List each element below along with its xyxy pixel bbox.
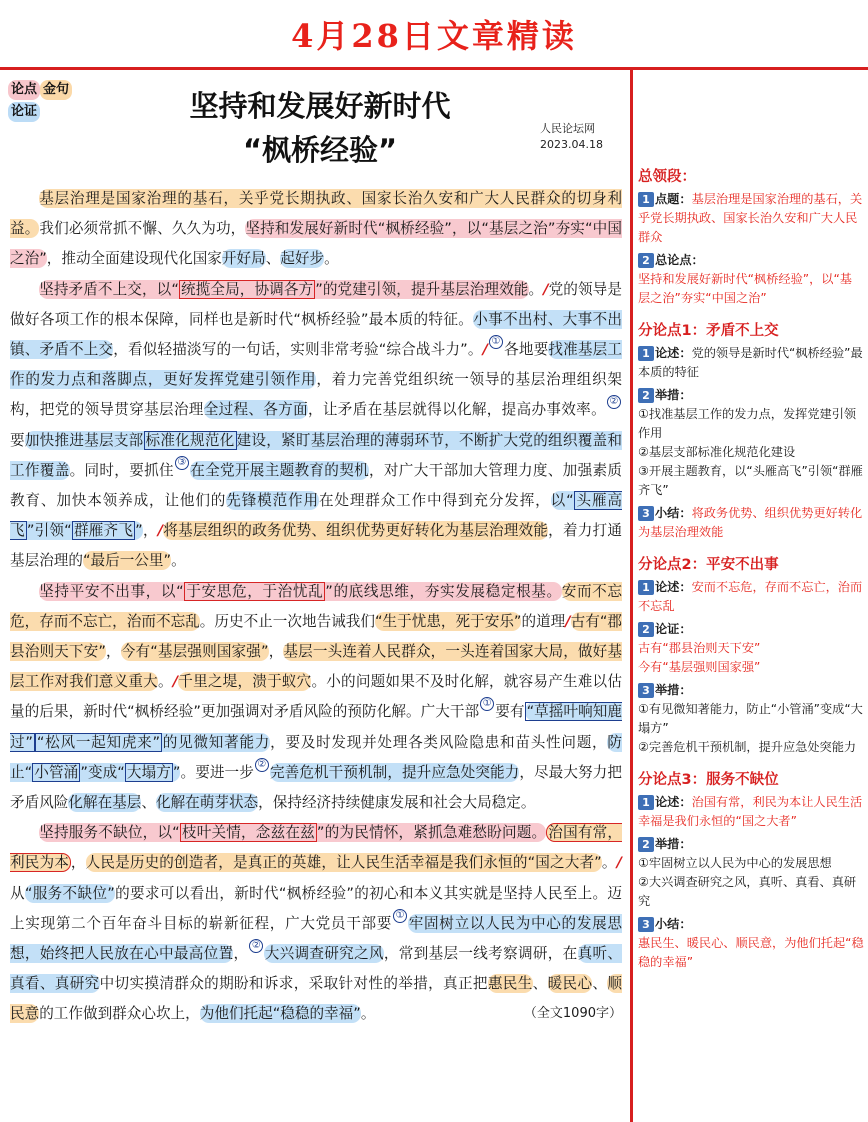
golden-sentence: 人民是历史的创造者，是真正的英雄，让人民生活幸福是我们永恒的“国之大者” [85,854,602,872]
argument-highlight: “服务不缺位” [24,884,115,902]
note-label: 论述： [655,580,692,594]
text: ，保持经济持续健康发展和社会大局稳定。 [258,794,536,812]
note-quote: 今有“基层强则国家强” [638,660,761,674]
golden-sentence: “最后一公里” [82,552,172,570]
golden-sentence: 古有“郡县治则天下安” [10,612,622,661]
golden-sentence: 惠民生 [487,975,533,993]
source-date: 2023.04.18 [540,138,603,151]
slash-mark: / [157,522,164,540]
note-item [638,344,864,382]
note-item [638,251,864,308]
argument-highlight: 完善危机干预机制，提升应急处突能力 [269,763,520,781]
text: ” [135,522,143,540]
text: 加快推进基层支部 [24,431,144,449]
golden-sentence: 暖民心 [547,975,593,993]
number-badge: 1 [638,346,654,361]
note-measure: ①有见微知著能力，防止“小管涌”变成“大塌方” [638,702,863,735]
text: 坚持服务不缺位，以“ [39,824,180,842]
text: 各地要 [503,341,549,359]
text: 、 [592,975,608,993]
argument-highlight: 化解在基层 [68,794,142,812]
text: ”引领“ [26,522,72,540]
text: 要 [10,431,25,449]
notes-sub2-heading: 分论点2：平安不出事 [638,557,779,573]
text: ，推动全面建设现代化国家 [46,250,222,268]
number-badge: 3 [638,506,654,521]
number-badge: 1 [638,580,654,595]
note-label: 论述： [655,795,692,809]
number-badge: 3 [638,917,654,932]
note-label: 论述： [655,346,692,360]
thesis-highlight [39,582,562,601]
text: ，着力打通基层治理的 [10,522,622,570]
keyword-box: 枝叶关情，念兹在兹 [181,824,315,842]
notes-sub1-heading: 分论点1：矛盾不上交 [638,323,779,339]
argument-highlight: 在全党开展主题教育的契机 [189,461,369,479]
legend-lundian: 论点 [8,80,40,100]
argument-highlight: 为他们托起“稳稳的幸福” [199,1005,361,1023]
argument-highlight: 牢固树立以人民为中心的发展思想，始终把人民放在心中最高位置 [10,914,622,963]
article-source [540,121,603,153]
note-item [638,681,864,757]
text: 。 [157,673,173,691]
argument-highlight: 小事不出村、大事不出镇、矛盾不上交 [10,310,622,359]
thesis-highlight [39,280,528,299]
word-count: （全文1090字） [523,1006,622,1022]
note-item [638,504,864,542]
text: ， [233,945,249,963]
text: ”的底线思维，夯实发展稳定根基。 [325,582,562,600]
note-measure: ②基层支部标准化规范化建设 [638,445,796,459]
text: 从 [10,884,25,902]
note-label: 小结： [655,506,692,520]
keyword-box: “草摇叶响知鹿过” [10,703,622,751]
golden-sentence: 基层一头连着人民群众，一头连着国家大局，做好基层工作对我们意义重大 [10,643,622,691]
note-measure: ②大兴调查研究之风，真听、真看、真研究 [638,875,857,908]
circle-number: ① [489,335,503,349]
text: ，着力完善党组织统一领导的基层治理组织架构，把党的领导贯穿基层治理 [10,371,622,419]
text: 。 [601,854,617,872]
circle-number: ① [393,909,407,923]
text: ” [172,763,181,781]
text: ，对广大干部加大管理力度、加强素质教育、加快本领养成，让他们的 [10,461,622,510]
paragraph-3 [10,577,622,819]
argument-highlight: 化解在萌芽状态 [155,794,259,812]
text: ，让矛盾在基层就得以化解，提高办事效率。 [307,401,606,419]
text: ”变成“ [80,763,125,781]
text: 我们必须常抓不懈、久久为功， [39,220,246,238]
number-badge: 2 [638,388,654,403]
text: ，要及时发现并处理各类风险隐患和苗头性问题， [270,733,608,751]
text: 、 [265,250,281,268]
note-label: 点题： [655,192,692,206]
note-measure: ③开展主题教育，以“头雁高飞”引领“群雁齐飞” [638,464,863,497]
argument-highlight: 全过程、各方面 [203,401,308,419]
note-item [638,386,864,500]
text: 。同时，要抓住 [69,461,174,479]
header-divider [0,67,868,70]
note-item [638,620,864,677]
text: 、 [141,794,156,812]
text: ， [70,854,86,872]
text: ， [142,522,158,540]
text: ， [105,643,121,661]
note-item [638,190,864,247]
legend-jinju: 金句 [40,80,72,100]
note-label: 总论点： [655,253,704,267]
circle-number: ③ [175,456,189,470]
text: ，尽最大努力把矛盾风险 [10,763,622,812]
note-item [638,793,864,831]
note-text: 将政务优势、组织优势更好转化为基层治理效能 [638,506,863,539]
text: 。 [528,280,544,298]
note-text: 安而不忘危，存而不忘亡，治而不忘乱 [638,580,863,613]
text: 的见微知著能力 [162,733,271,751]
text: 。要进一步 [180,763,254,781]
text: ”的党建引领，提升基层治理效能 [315,280,529,298]
notes-sub3-heading: 分论点3：服务不缺位 [638,772,779,788]
text: ，常到基层一线考察调研，在 [383,945,578,963]
notes-panel [638,168,864,976]
text: ， [268,643,284,661]
thesis-highlight: 坚持和发展好新时代“枫桥经验”，以“基层之治”夯实“中国之治” [10,220,622,268]
keyword-box: “松风一起知虎来” [36,733,161,751]
column-divider [630,70,633,1122]
paragraph-2 [10,275,622,577]
note-item [638,578,864,616]
golden-sentence: 今有“基层强则国家强” [120,643,269,661]
text: 中切实摸清群众的期盼和诉求，采取针对性的举措，真正把 [99,975,488,993]
note-text: 治国有常，利民为本让人民生活幸福是我们永恒的“国之大者” [638,795,863,828]
keyword-box: 统揽全局，协调各方 [180,280,314,298]
keyword-box: 标准化规范化 [145,431,235,449]
number-badge: 1 [638,795,654,810]
text: 的要求可以看出，新时代“枫桥经验”的初心和本义其实就是坚持人民至上。迈上实现第二个百年奋斗目标的崭新征程，广大党员干部要 [10,884,622,932]
number-badge: 1 [638,192,654,207]
thesis-highlight [39,823,546,842]
circle-number: ② [249,939,263,953]
note-label: 小结： [655,917,692,931]
text: 的工作做到群众心坎上， [39,1005,200,1023]
golden-sentence: 千里之堤，溃于蚁穴 [178,673,312,691]
text: 的道理 [521,612,566,630]
article-body [10,184,622,1030]
argument-highlight: 真听、真看、真研究 [10,945,622,993]
text: 。 [171,552,186,570]
argument-highlight: 找准基层工作的发力点和落脚点，更好发挥党建引领作用 [10,341,622,389]
circle-number: ② [607,395,621,409]
text: 建设，紧盯基层治理的薄弱环节，不断扩大党的组织覆盖和工作覆盖 [10,431,622,479]
note-text: 惠民生、暖民心、顺民意，为他们托起“稳稳的幸福” [638,936,864,969]
text: 坚持矛盾不上交，以“ [39,280,179,298]
paragraph-1 [10,184,622,275]
article-title [150,84,490,172]
number-badge: 2 [638,622,654,637]
page-header-title: 4月28日文章精读 [291,17,577,55]
text: 在处理群众工作中得到充分发挥， [318,492,551,510]
argument-highlight: 起好步 [280,250,325,268]
article-title-line2: “枫桥经验” [242,133,398,167]
golden-sentence: 基层治理是国家治理的基石，关乎党长期执政、国家长治久安和广大人民群众的切身利益。 [10,190,622,238]
note-text: 基层治理是国家治理的基石，关乎党长期执政、国家长治久安和广大人民群众 [638,192,863,244]
golden-sentence: 顺民意 [10,975,622,1023]
note-label: 举措： [655,388,692,402]
paragraph-4 [10,818,622,1029]
slash-mark: / [565,612,571,630]
text: 、 [532,975,548,993]
note-text: 党的领导是新时代“枫桥经验”最本质的特征 [638,346,863,379]
note-item [638,835,864,911]
argument-highlight: 开好局 [221,250,266,268]
keyword-box: 大塌方 [126,763,171,781]
argument-highlight: 大兴调查研究之风 [264,945,384,963]
text: 党的领导是做好各项工作的根本保障，同样也是新时代“枫桥经验”最本质的特征。 [10,280,622,328]
source-name: 人民论坛网 [540,122,595,135]
number-badge: 2 [638,837,654,852]
golden-sentence: 治国有常，利民为本 [10,824,622,872]
note-measure: ①找准基层工作的发力点，发挥党建引领作用 [638,407,857,440]
note-label: 论证： [655,622,692,636]
circle-number: ② [255,758,269,772]
text: 。 [360,1005,376,1023]
highlight-legend [8,80,72,122]
note-item [638,915,864,972]
golden-sentence: 安而不忘危，存而不忘亡，治而不忘乱 [10,582,622,630]
note-measure: ②完善危机干预机制，提升应急处突能力 [638,740,857,754]
legend-lunzheng: 论证 [8,102,40,122]
slash-mark: / [172,673,179,691]
number-badge: 3 [638,683,654,698]
keyword-box: 头雁高飞 [10,492,622,540]
note-measure: ①牢固树立以人民为中心的发展思想 [638,856,832,870]
number-badge: 2 [638,253,654,268]
slash-mark: / [543,280,549,298]
text: 。小的问题如果不及时化解，就容易产生难以估量的后果，新时代“枫桥经验”更加强调对矛盾风险的预防化解。广大干部 [10,673,622,721]
note-label: 举措： [655,683,692,697]
text: 以“ [550,492,574,510]
keyword-box: 于安思危，于治忧乱 [185,582,324,600]
text: 防止“ [10,733,622,781]
keyword-box: 小管涌 [34,763,79,781]
text: 。历史不止一次地告诫我们 [199,612,375,630]
text: 要有 [495,703,525,721]
article-title-line1: 坚持和发展好新时代 [189,89,451,123]
text: ”的为民情怀，紧抓急难愁盼问题。 [316,824,547,842]
notes-total-heading: 总领段： [638,169,696,185]
golden-sentence: “生于忧患，死于安乐” [374,612,522,630]
argument-highlight: 先锋模范作用 [226,492,319,510]
text: ，看似轻描淡写的一句话，实则非常考验“综合战斗力”。 [113,341,483,359]
note-quote: 古有“郡县治则天下安” [638,641,761,655]
slash-mark: / [616,854,622,872]
golden-sentence: 将基层组织的政务优势、组织优势更好转化为基层治理效能 [163,522,549,540]
text: 坚持平安不出事，以“ [39,582,184,600]
text: 。 [324,250,339,268]
circle-number: ① [480,697,494,711]
note-text: 坚持和发展好新时代“枫桥经验”，以“基层之治”夯实“中国之治” [638,272,852,305]
slash-mark: / [482,341,488,359]
keyword-box: 群雁齐飞 [73,522,134,540]
note-label: 举措： [655,837,692,851]
